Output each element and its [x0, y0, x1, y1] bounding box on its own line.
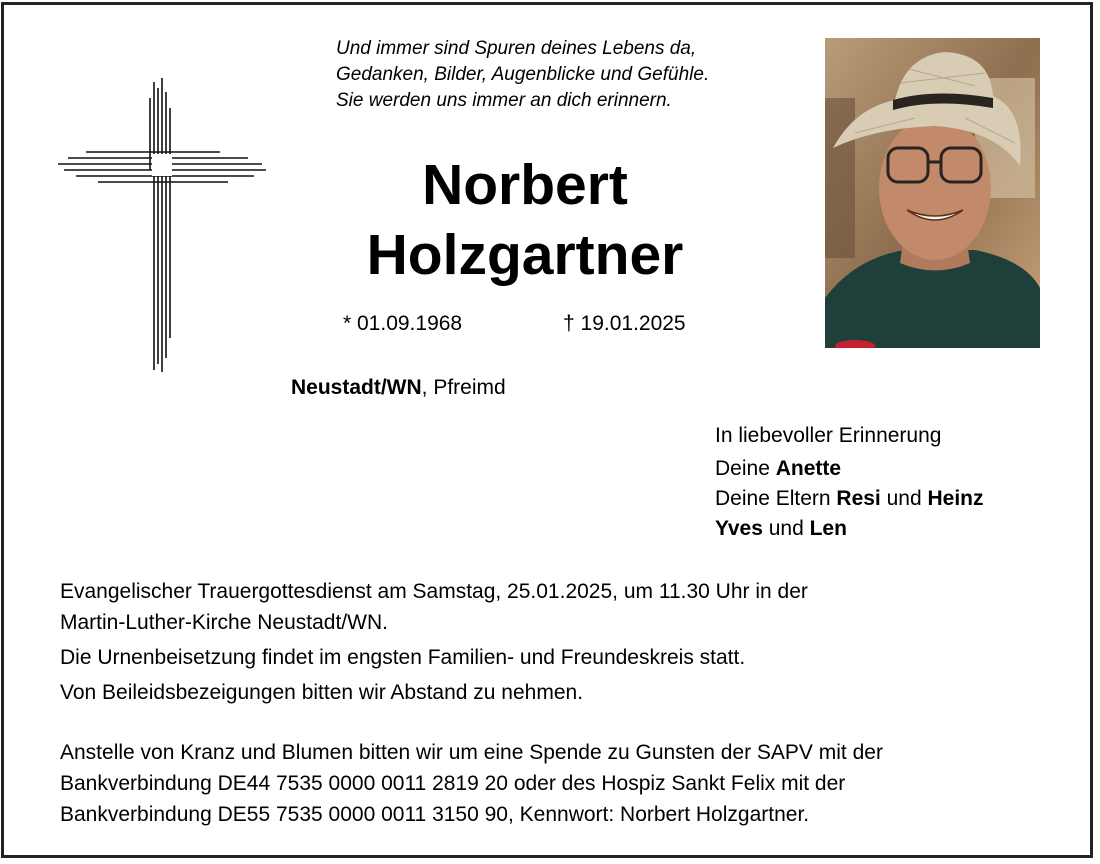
memorial-quote: [336, 36, 796, 114]
service-line: Von Beileidsbezeigungen bitten wir Abstand zu nehmen.: [60, 681, 584, 704]
first-name: Norbert: [422, 153, 628, 217]
cross-icon: [58, 78, 266, 372]
quote-line: Gedanken, Bilder, Augenblicke und Gefühle.: [336, 64, 710, 85]
service-info: [60, 576, 1040, 708]
birth-date: * 01.09.1968: [343, 312, 463, 335]
quote-line: Sie werden uns immer an dich erinnern.: [336, 90, 672, 111]
mourner-text: Deine Eltern: [715, 487, 837, 510]
donation-line: Bankverbindung DE44 7535 0000 0011 2819 20 oder des Hospiz Sankt Felix mit der: [60, 772, 846, 795]
mourner-name: Heinz: [927, 487, 984, 510]
deceased-name: [300, 150, 750, 290]
last-name: Holzgartner: [366, 223, 684, 287]
donation-line: Anstelle von Kranz und Blumen bitten wir um eine Spende zu Gunsten der SAPV mit der: [60, 741, 883, 764]
remembrance-intro: In liebevoller Erinnerung: [715, 424, 942, 447]
portrait-photo: [825, 38, 1040, 348]
mourner-name: Resi: [836, 487, 881, 510]
place-secondary: , Pfreimd: [421, 376, 506, 399]
mourner-name: Len: [809, 517, 847, 540]
mourner-name: Anette: [775, 457, 842, 480]
mourner-line: [715, 454, 984, 484]
mourner-line: [715, 484, 984, 514]
mourner-text: Deine: [715, 457, 776, 480]
quote-line: Und immer sind Spuren deines Lebens da,: [336, 38, 697, 59]
place-primary: Neustadt/WN: [291, 376, 422, 399]
death-date: † 19.01.2025: [563, 312, 686, 335]
place-line: [291, 376, 506, 400]
mourner-name: Yves: [715, 517, 763, 540]
mourner-text: und: [880, 487, 928, 510]
donation-info: [60, 737, 1040, 830]
mourner-text: und: [762, 517, 810, 540]
service-line: Martin-Luther-Kirche Neustadt/WN.: [60, 611, 388, 634]
donation-line: Bankverbindung DE55 7535 0000 0011 3150 90, Kennwort: Norbert Holzgartner.: [60, 803, 810, 826]
service-line: Die Urnenbeisetzung findet im engsten Familien- und Freundeskreis statt.: [60, 646, 746, 669]
mourner-line: [715, 514, 984, 544]
service-line: Evangelischer Trauergottesdienst am Samstag, 25.01.2025, um 11.30 Uhr in der: [60, 580, 808, 603]
mourners-block: [715, 421, 984, 544]
